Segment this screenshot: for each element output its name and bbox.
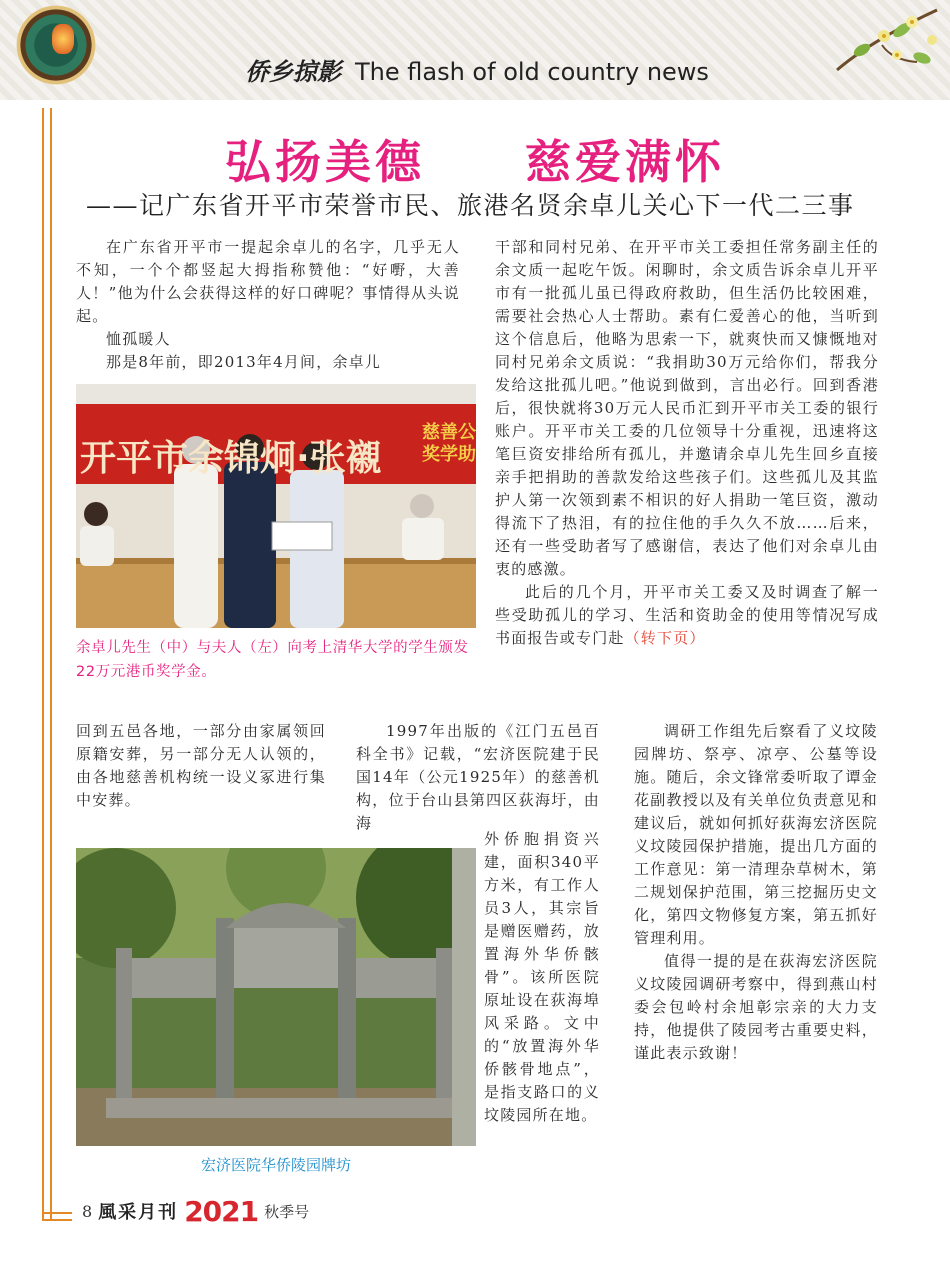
paragraph: 值得一提的是在荻海宏济医院义坟陵园调研考察中，得到燕山村委会包岭村余旭彰宗亲的大力支持，他提供了陵园考古重要史料，谨此表示致谢！	[634, 952, 878, 1062]
photo-banner-text-right: 慈善公 奖学助	[422, 422, 476, 465]
lower-column-b	[356, 720, 600, 835]
memorial-archway-photo	[76, 848, 476, 1146]
paragraph: 回到五邑各地，一部分由家属领回原籍安葬，另一部分无人认领的，由各地慈善机构统一设义冢进行集中安葬。	[76, 722, 326, 809]
article-column-1	[76, 236, 460, 374]
page-number: 8	[82, 1201, 93, 1221]
lower-column-b-side	[484, 828, 600, 1127]
header-band	[0, 0, 950, 100]
lower-column-c	[634, 720, 878, 1065]
paragraph: 那是8年前，即2013年4月间，余卓儿	[106, 353, 382, 371]
section-title-cn: 侨乡掠影	[245, 58, 341, 86]
paragraph: 干部和同村兄弟、在开平市关工委担任常务副主任的余文质一起吃午饭。闲聊时，余文质告诉余卓儿开平市有一批孤儿虽已得政府救助，但生活仍比较困难，需要社会热心人士帮助。素有仁爱善心的他，当听到这个信息后，他略为思索一下，就爽快而又慷慨地对同村兄弟余文质说：“我捐助30万元给你们，帮我分发给这批孤儿吧。”他说到做到，言出必行。回到香港后，很快就将30万元人民币汇到开平市关工委的银行账户。开平市关工委的几位领导十分重视，迅速将这笔巨资安排给所有孤儿，并邀请余卓儿先生回乡直接亲手把捐助的善款发给这些孩子们。这些孤儿及其监护人第一次领到素不相识的好人捐助一笔巨资，激动得流下了热泪，有的拉住他的手久久不放……后来，还有一些受助者写了感谢信，表达了他们对余卓儿由衷的感激。	[495, 238, 879, 578]
article-subtitle: ——记广东省开平市荣誉市民、旅港名贤余卓儿关心下一代二三事	[86, 191, 855, 220]
section-title-en: The flash of old country news	[355, 58, 709, 86]
lantern-icon	[52, 24, 74, 54]
paragraph	[495, 581, 879, 650]
magazine-name: 風采月刊	[98, 1202, 179, 1223]
plum-blossom-branch-ornament	[832, 0, 942, 80]
section-header	[245, 52, 709, 87]
paragraph: 外侨胞捐资兴建，面积340平方米，有工作人员3人，其宗旨是赠医赠药，放置海外华侨骸骨”。该所医院原址设在荻海埠风采路。文中的“放置海外华侨骸骨地点”，是指支路口的义坟陵园所在地。	[484, 830, 600, 1124]
paragraph-text: 此后的几个月，开平市关工委又及时调查了解一些受助孤儿的学习、生活和资助金的使用等情况写成书面报告或专门赴	[495, 583, 879, 647]
frame-border-vertical	[42, 108, 52, 1221]
paragraph-intro: 在广东省开平市一提起余卓儿的名字，几乎无人不知，一个个都竖起大拇指称赞他：“好嘢，大善人！”他为什么会获得这样的好口碑呢？事情得从头说起。	[76, 238, 460, 325]
award-ceremony-photo	[76, 384, 476, 628]
photo-caption: 宏济医院华侨陵园牌坊	[200, 1156, 351, 1174]
article-title: 弘扬美德 慈爱满怀	[225, 135, 725, 189]
photo-banner-text: 开平市余锦炯·张襯	[80, 438, 382, 479]
magazine-season: 秋季号	[264, 1202, 310, 1221]
page-footer	[82, 1196, 309, 1226]
paragraph: 1997年出版的《江门五邑百科全书》记载，“宏济医院建于民国14年（公元1925年）的慈善机构，位于台山县第四区荻海圩，由海	[356, 722, 600, 832]
lower-column-a	[76, 720, 326, 812]
continued-next-page-link[interactable]: （转下页）	[624, 629, 706, 647]
frame-border-horizontal	[42, 1212, 72, 1221]
article-column-2	[495, 236, 879, 650]
paragraph: 调研工作组先后察看了义坟陵园牌坊、祭亭、凉亭、公墓等设施。随后，余文锋常委听取了谭金花副教授以及有关单位负责意见和建议后，就如何抓好荻海宏济医院义坟陵园保护措施，提出几方面的工作意见：第一清理杂草树木，第二规划保护范围，第三挖掘历史文化，第四文物修复方案，第五抓好管理利用。	[634, 722, 878, 947]
lattice-window-ornament	[10, 2, 102, 88]
magazine-year: 2021	[184, 1194, 259, 1228]
photo-caption: 余卓儿先生（中）与夫人（左）向考上清华大学的学生颁发22万元港币奖学金。	[76, 640, 469, 680]
section-heading: 恤孤暖人	[106, 330, 171, 348]
